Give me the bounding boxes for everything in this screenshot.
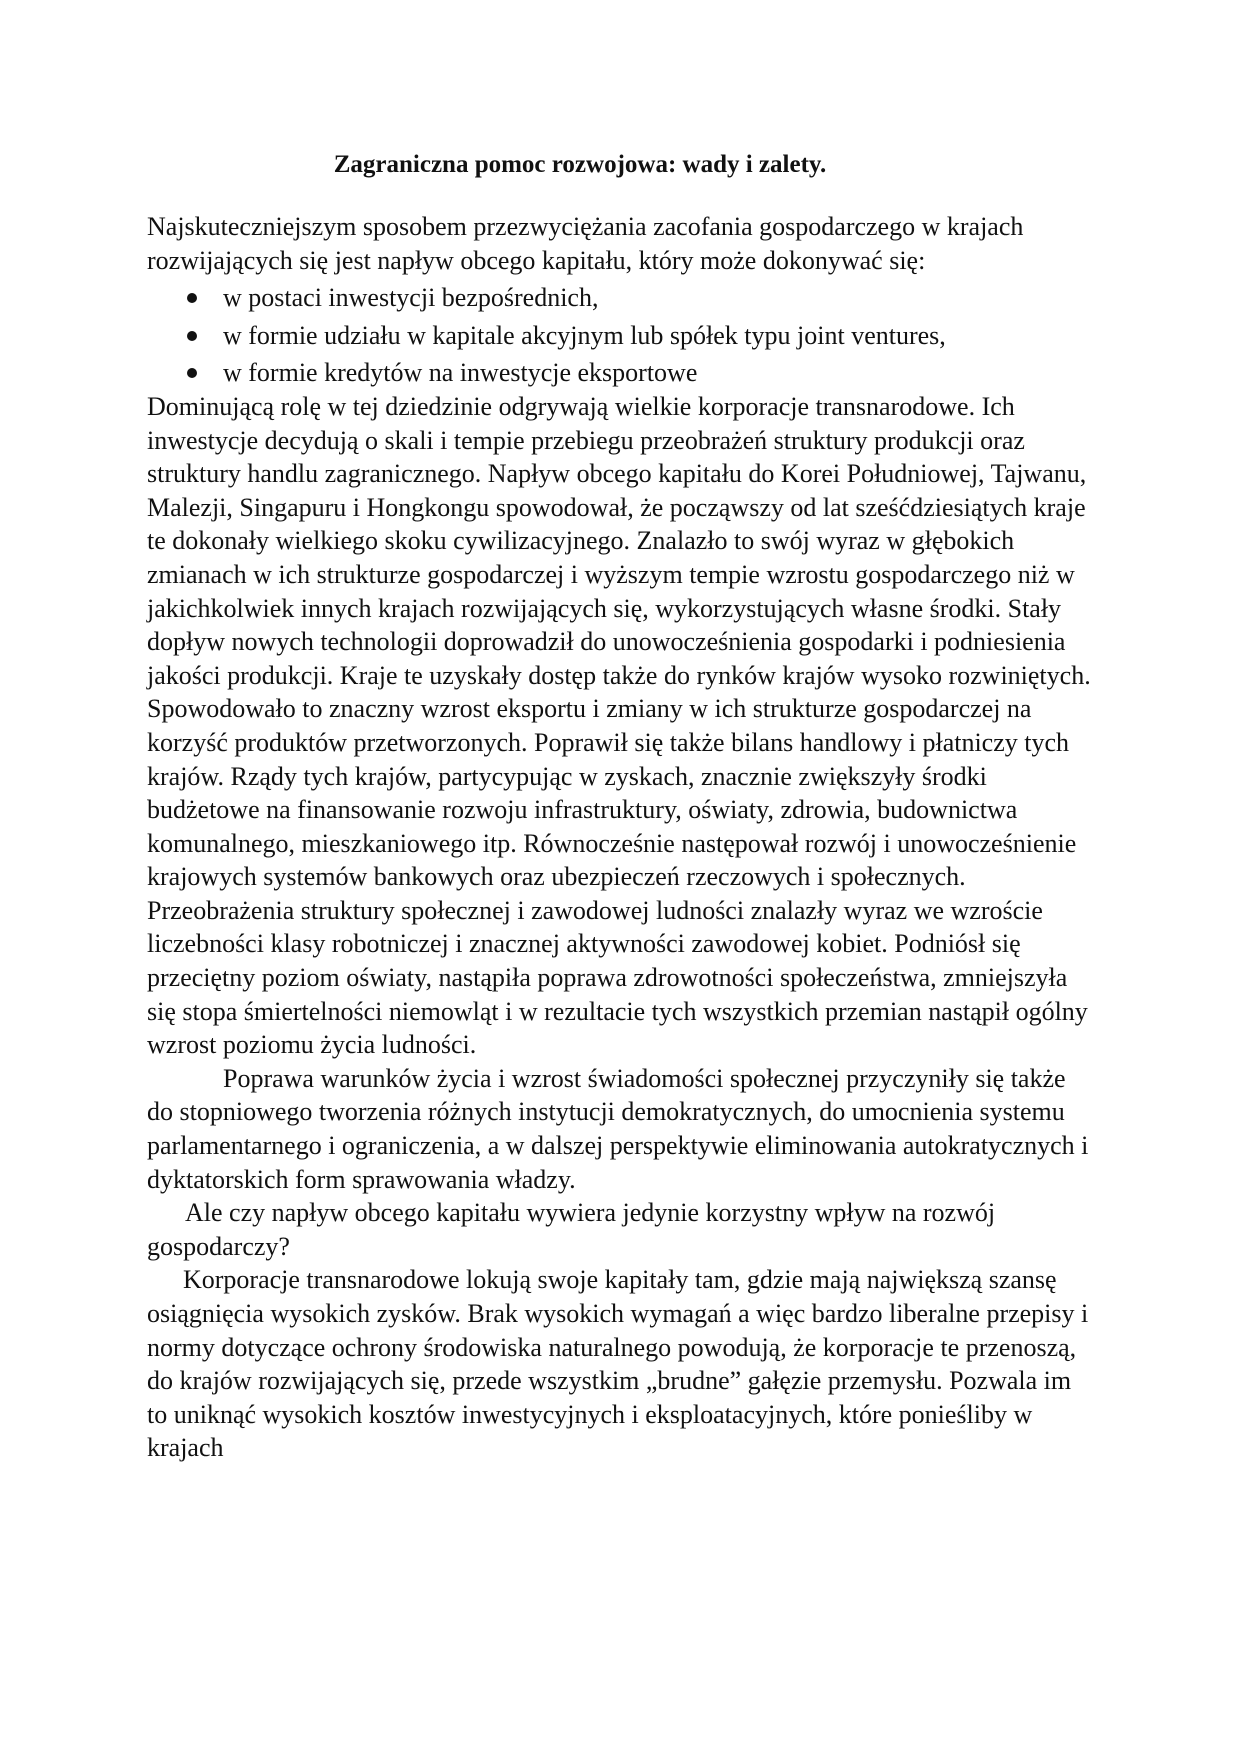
- bullet-icon: [187, 368, 197, 378]
- paragraph-question: Ale czy napływ obcego kapitału wywiera jedynie korzystny wpływ na rozwój gospodarczy?: [147, 1198, 996, 1261]
- list-item-text: w postaci inwestycji bezpośrednich,: [223, 283, 599, 313]
- intro-paragraph: Najskuteczniejszym sposobem przezwyciężania zacofania gospodarczego w krajach rozwijających się jest napływ obcego kapitału, który może dokonywać się:: [147, 212, 1024, 275]
- bullet-icon: [187, 293, 197, 303]
- list-item-text: w formie kredytów na inwestycje eksportowe: [223, 358, 698, 388]
- bullet-icon: [187, 331, 197, 341]
- list-item: [147, 319, 1097, 353]
- paragraph-corporations: Dominującą rolę w tej dziedzinie odgrywają wielkie korporacje transnarodowe. Ich inwestycje decydują o skali i tempie przebiegu przeobrażeń struktury produkcji oraz struktury handlu zagranicznego. Napływ obcego kapitału do Korei Południowej, Tajwanu, Malezji, Singapuru i Hongkongu spowodował, że począwszy od lat sześćdziesiątych kraje te dokonały wielkiego skoku cywilizacyjnego. Znalazło to swój wyraz w głębokich zmianach w ich strukturze gospodarczej i wyższym tempie wzrostu gospodarczego niż w jakichkolwiek innych krajach rozwijających się, wykorzystujących własne środki. Stały dopływ nowych technologii doprowadził do unowocześnienia gospodarki i podniesienia jakości produkcji. Kraje te uzyskały dostęp także do rynków krajów wysoko rozwiniętych. Spowodowało to znaczny wzrost eksportu i zmiany w ich strukturze gospodarczej na korzyść produktów przetworzonych. Poprawił się także bilans handlowy i płatniczy tych krajów. Rządy tych krajów, partycypując w zyskach, znacznie zwiększyły środki budżetowe na finansowanie rozwoju infrastruktury, oświaty, zdrowia, budownictwa komunalnego, mieszkaniowego itp. Równocześnie następował rozwój i unowocześnienie krajowych systemów bankowych oraz ubezpieczeń rzeczowych i społecznych. Przeobrażenia struktury społecznej i zawodowej ludności znalazły wyraz we wzroście liczebności klasy robotniczej i znacznej aktywności zawodowej kobiet. Podniósł się przeciętny poziom oświaty, nastąpiła poprawa zdrowotności społeczeństwa, zmniejszyła się stopa śmiertelności niemowląt i w rezultacie tych wszystkich przemian nastąpił ogólny wzrost poziomu życia ludności.: [147, 391, 1091, 1060]
- list-item: [147, 356, 1097, 390]
- list-item-text: w formie udziału w kapitale akcyjnym lub spółek typu joint ventures,: [223, 320, 946, 350]
- list-item: [147, 281, 1097, 315]
- document-body: [147, 210, 1097, 1465]
- bullet-list: [147, 281, 1097, 390]
- paragraph-dirty-industries: Korporacje transnarodowe lokują swoje kapitały tam, gdzie mają największą szansę osiągnięcia wysokich zysków. Brak wysokich wymagań a więc bardzo liberalne przepisy i normy dotyczące ochrony środowiska naturalnego powodują, że korporacje te przenoszą, do krajów rozwijających się, przede wszystkim „brudne” gałęzie przemysłu. Pozwala im to uniknąć wysokich kosztów inwestycyjnych i eksploatacyjnych, które ponieśliby w krajach: [147, 1265, 1089, 1463]
- paragraph-democracy: Poprawa warunków życia i wzrost świadomości społecznej przyczyniły się także do stopniowego tworzenia różnych instytucji demokratycznych, do umocnienia systemu parlamentarnego i ograniczenia, a w dalszej perspektywie eliminowania autokratycznych i dyktatorskich form sprawowania władzy.: [147, 1063, 1089, 1194]
- document-title: Zagraniczna pomoc rozwojowa: wady i zalety.: [333, 151, 827, 178]
